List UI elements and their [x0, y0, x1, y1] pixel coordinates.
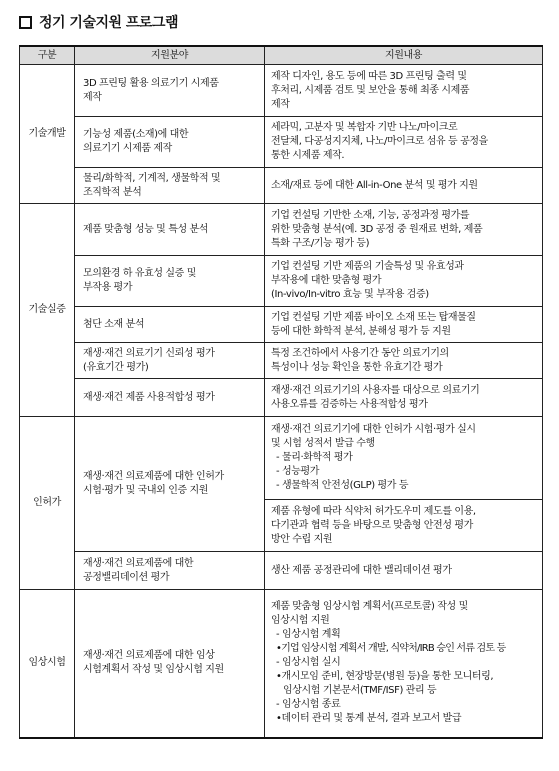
area-cell: 재생·재건 의료제품에 대한 공정밸리데이션 평가	[75, 552, 265, 590]
area-cell: 3D 프린팅 활용 의료기기 시제품 제작	[75, 65, 265, 117]
table-row	[20, 117, 543, 168]
header-content: 지원내용	[265, 46, 543, 65]
area-cell: 재생·재건 의료기기 신뢰성 평가 (유효기간 평가)	[75, 343, 265, 379]
area-cell: 물리/화학적, 기계적, 생물학적 및 조직학적 분석	[75, 168, 265, 204]
content-cell: 생산 제품 공정관리에 대한 밸리데이션 평가	[265, 552, 543, 590]
header-category: 구분	[20, 46, 75, 65]
category-clinical: 임상시험	[20, 590, 75, 738]
table-row	[20, 417, 543, 500]
table-row	[20, 256, 543, 307]
area-cell: 첨단 소재 분석	[75, 307, 265, 343]
page-title	[19, 11, 178, 33]
checkbox-square-icon	[19, 16, 32, 29]
content-cell: 기업 컨설팅 기반한 소재, 기능, 공정과정 평가를 위한 맞춤형 분석(예. 3D 공정 중 원재료 변화, 제품 특화 구조/기능 평가 등)	[265, 204, 543, 256]
area-cell: 제품 맞춤형 성능 및 특성 분석	[75, 204, 265, 256]
table-row	[20, 168, 543, 204]
content-cell: 기업 컨설팅 기반 제품 바이오 소재 또는 탑재물질 등에 대한 화학적 분석, 분해성 평가 등 지원	[265, 307, 543, 343]
content-cell: 제품 유형에 따라 식약처 허가도우미 제도를 이용, 다기관과 협력 등을 바탕으로 맞춤형 안전성 평가 방안 수립 지원	[265, 500, 543, 552]
table-header-row	[20, 46, 543, 65]
table-row	[20, 204, 543, 256]
content-cell: 특정 조건하에서 사용기간 동안 의료기기의 특성이나 성능 확인을 통한 유효기간 평가	[265, 343, 543, 379]
content-cell: 기업 컨설팅 기반 제품의 기술특성 및 유효성과 부작용에 대한 맞춤형 평가 (In-vivo/In-vitro 효능 및 부작용 검증)	[265, 256, 543, 307]
header-area: 지원분야	[75, 46, 265, 65]
table-row	[20, 552, 543, 590]
area-cell: 기능성 제품(소재)에 대한 의료기기 시제품 제작	[75, 117, 265, 168]
title-text: 정기 기술지원 프로그램	[39, 15, 178, 31]
area-cell: 재생·재건 의료제품에 대한 인허가 시험·평가 및 국내외 인증 지원	[75, 417, 265, 552]
table-row	[20, 379, 543, 417]
area-cell: 재생·재건 제품 사용적합성 평가	[75, 379, 265, 417]
table-row	[20, 343, 543, 379]
area-cell: 재생·재건 의료제품에 대한 임상 시험계획서 작성 및 임상시험 지원	[75, 590, 265, 738]
content-cell: 세라믹, 고분자 및 복합자 기반 나노/마이크로 전달체, 다공성지지체, 나노/마이크로 섬유 등 공정을 통한 시제품 제작.	[265, 117, 543, 168]
content-cell: 제품 맞춤형 임상시험 계획서(프로토콜) 작성 및 임상시험 지원 - 임상시험 계획 •기업 임상시험 계획서 개발, 식약처/IRB 승인 서류 검토 등 - 임상시험 실시 •개시모임 준비, 현장방문(병원 등)을 통한 모니터링, 임상시험 기본문서(TMF/ISF) 관리 등 - 임상시험 종료 •데이터 관리 및 통계 분석, 결과 보고서 발급	[265, 590, 543, 738]
category-tech-practice: 기술실증	[20, 204, 75, 417]
table-row	[20, 65, 543, 117]
content-cell: 재생·재건 의료기기에 대한 인허가 시험·평가 실시 및 시험 성적서 발급 수행 - 물리·화학적 평가 - 성능평가 - 생물학적 안전성(GLP) 평가 등	[265, 417, 543, 500]
content-cell: 제작 디자인, 용도 등에 따른 3D 프린팅 출력 및 후처리, 시제품 검토 및 보안을 통해 최종 시제품 제작	[265, 65, 543, 117]
table-row	[20, 307, 543, 343]
category-license: 인허가	[20, 417, 75, 590]
support-program-table	[19, 45, 543, 739]
content-cell: 재생·재건 의료기기의 사용자를 대상으로 의료기기 사용오류를 검증하는 사용적합성 평가	[265, 379, 543, 417]
area-cell: 모의환경 하 유효성 실증 및 부작용 평가	[75, 256, 265, 307]
category-tech-dev: 기술개발	[20, 65, 75, 204]
content-cell: 소재/재료 등에 대한 All-in-One 분석 및 평가 지원	[265, 168, 543, 204]
table-row	[20, 590, 543, 738]
